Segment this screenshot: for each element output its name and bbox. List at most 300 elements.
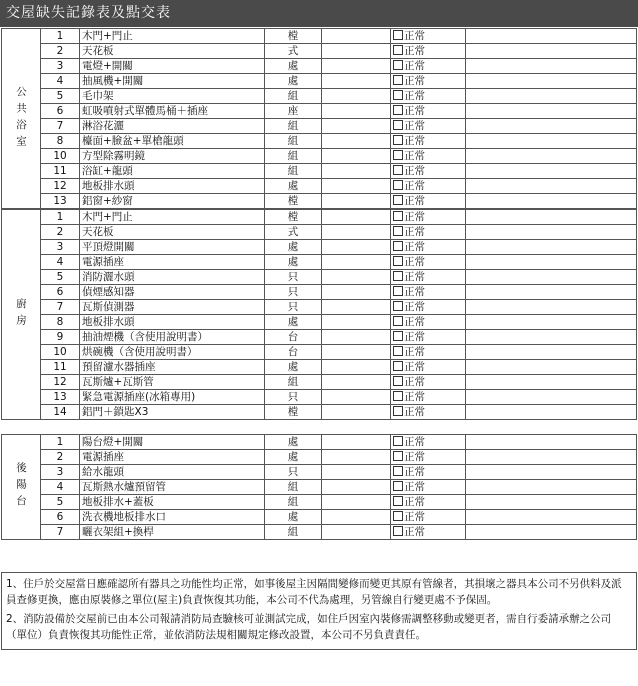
remarks-cell: [466, 405, 637, 420]
table-row: [2, 255, 637, 270]
item-unit: 組: [265, 149, 322, 164]
quantity-cell: [322, 164, 391, 179]
normal-label: 正常: [404, 316, 425, 328]
normal-checkbox[interactable]: [393, 271, 403, 281]
table-row: [2, 450, 637, 465]
status-cell: [391, 495, 466, 510]
status-cell: [391, 74, 466, 89]
status-cell: [391, 255, 466, 270]
normal-checkbox[interactable]: [393, 135, 403, 145]
item-number: 2: [41, 225, 80, 240]
item-unit: 式: [265, 225, 322, 240]
remarks-cell: [466, 510, 637, 525]
quantity-cell: [322, 119, 391, 134]
quantity-cell: [322, 360, 391, 375]
normal-label: 正常: [404, 105, 425, 117]
item-unit: 只: [265, 465, 322, 480]
item-number: 7: [41, 525, 80, 540]
item-number: 7: [41, 119, 80, 134]
normal-label: 正常: [404, 195, 425, 207]
item-name: 鋁門＋鎖匙X3: [80, 405, 265, 420]
item-name: 瓦斯熱水爐預留管: [80, 480, 265, 495]
area-label: 後陽台: [2, 435, 41, 540]
item-unit: 樘: [265, 210, 322, 225]
normal-label: 正常: [404, 331, 425, 343]
remarks-cell: [466, 194, 637, 209]
quantity-cell: [322, 134, 391, 149]
status-cell: [391, 119, 466, 134]
status-cell: [391, 44, 466, 59]
table-row: [2, 164, 637, 179]
remarks-cell: [466, 74, 637, 89]
normal-label: 正常: [404, 346, 425, 358]
item-unit: 式: [265, 44, 322, 59]
quantity-cell: [322, 89, 391, 104]
normal-checkbox[interactable]: [393, 481, 403, 491]
item-name: 平頂燈開關: [80, 240, 265, 255]
remarks-cell: [466, 285, 637, 300]
note-2: 2、消防設備於交屋前已由本公司報請消防局查驗核可並測試完成，如住戶因室內裝修需調整移動或變更者，需自行委請承辦之公司（單位）負責恢復其功能性正常，並依消防法規相關規定修改設置，本公司不另負責責任。: [6, 613, 612, 641]
item-unit: 處: [265, 255, 322, 270]
item-name: 地板排水+蓋板: [80, 495, 265, 510]
item-unit: 處: [265, 360, 322, 375]
normal-checkbox[interactable]: [393, 165, 403, 175]
normal-checkbox[interactable]: [393, 361, 403, 371]
table-row: [2, 59, 637, 74]
remarks-cell: [466, 495, 637, 510]
item-unit: 處: [265, 435, 322, 450]
quantity-cell: [322, 285, 391, 300]
status-cell: [391, 330, 466, 345]
item-number: 6: [41, 510, 80, 525]
status-cell: [391, 179, 466, 194]
item-unit: 組: [265, 480, 322, 495]
remarks-cell: [466, 240, 637, 255]
item-name: 偵煙感知器: [80, 285, 265, 300]
normal-checkbox[interactable]: [393, 195, 403, 205]
table-row: [2, 270, 637, 285]
item-number: 7: [41, 300, 80, 315]
table-row: [2, 225, 637, 240]
normal-checkbox[interactable]: [393, 105, 403, 115]
item-number: 9: [41, 330, 80, 345]
item-number: 4: [41, 480, 80, 495]
item-number: 5: [41, 89, 80, 104]
item-number: 8: [41, 134, 80, 149]
status-cell: [391, 510, 466, 525]
remarks-cell: [466, 255, 637, 270]
normal-label: 正常: [404, 511, 425, 523]
checklist-sheet: [0, 28, 638, 540]
item-number: 13: [41, 390, 80, 405]
remarks-cell: [466, 450, 637, 465]
item-name: 曬衣架組+換桿: [80, 525, 265, 540]
table-row: [2, 44, 637, 59]
remarks-cell: [466, 44, 637, 59]
normal-label: 正常: [404, 391, 425, 403]
normal-checkbox[interactable]: [393, 391, 403, 401]
normal-checkbox[interactable]: [393, 526, 403, 536]
status-cell: [391, 270, 466, 285]
table-row: [2, 29, 637, 44]
item-unit: 處: [265, 74, 322, 89]
item-name: 地板排水頭: [80, 315, 265, 330]
normal-checkbox[interactable]: [393, 466, 403, 476]
item-number: 5: [41, 270, 80, 285]
item-number: 2: [41, 44, 80, 59]
item-number: 3: [41, 465, 80, 480]
remarks-cell: [466, 119, 637, 134]
item-name: 木門+門止: [80, 210, 265, 225]
status-cell: [391, 360, 466, 375]
item-name: 電燈+開關: [80, 59, 265, 74]
table-row: [2, 315, 637, 330]
item-unit: 組: [265, 525, 322, 540]
remarks-cell: [466, 89, 637, 104]
normal-checkbox[interactable]: [393, 346, 403, 356]
quantity-cell: [322, 480, 391, 495]
normal-checkbox[interactable]: [393, 45, 403, 55]
item-unit: 樘: [265, 29, 322, 44]
remarks-cell: [466, 59, 637, 74]
table-row: [2, 104, 637, 119]
item-number: 12: [41, 179, 80, 194]
normal-checkbox[interactable]: [393, 451, 403, 461]
table-row: [2, 495, 637, 510]
remarks-cell: [466, 465, 637, 480]
table-row: [2, 89, 637, 104]
status-cell: [391, 59, 466, 74]
normal-label: 正常: [404, 30, 425, 42]
quantity-cell: [322, 315, 391, 330]
item-name: 方型除霧明鏡: [80, 149, 265, 164]
item-number: 6: [41, 104, 80, 119]
normal-label: 正常: [404, 226, 425, 238]
notes-box: [1, 572, 637, 650]
item-unit: 台: [265, 345, 322, 360]
item-unit: 樘: [265, 194, 322, 209]
table-row: [2, 345, 637, 360]
normal-label: 正常: [404, 466, 425, 478]
quantity-cell: [322, 179, 391, 194]
quantity-cell: [322, 240, 391, 255]
normal-label: 正常: [404, 406, 425, 418]
item-number: 1: [41, 435, 80, 450]
item-name: 抽風機+開關: [80, 74, 265, 89]
normal-checkbox[interactable]: [393, 180, 403, 190]
item-unit: 座: [265, 104, 322, 119]
normal-label: 正常: [404, 286, 425, 298]
item-name: 天花板: [80, 44, 265, 59]
item-name: 消防灑水頭: [80, 270, 265, 285]
remarks-cell: [466, 134, 637, 149]
item-name: 給水龍頭: [80, 465, 265, 480]
quantity-cell: [322, 330, 391, 345]
remarks-cell: [466, 29, 637, 44]
status-cell: [391, 315, 466, 330]
item-name: 陽台燈+開關: [80, 435, 265, 450]
item-name: 電源插座: [80, 450, 265, 465]
status-cell: [391, 164, 466, 179]
normal-checkbox[interactable]: [393, 376, 403, 386]
table-row: [2, 375, 637, 390]
normal-label: 正常: [404, 45, 425, 57]
remarks-cell: [466, 300, 637, 315]
remarks-cell: [466, 360, 637, 375]
item-unit: 處: [265, 59, 322, 74]
normal-label: 正常: [404, 496, 425, 508]
quantity-cell: [322, 465, 391, 480]
item-unit: 組: [265, 164, 322, 179]
quantity-cell: [322, 450, 391, 465]
area-label: 廚房: [2, 210, 41, 420]
item-name: 毛巾架: [80, 89, 265, 104]
quantity-cell: [322, 59, 391, 74]
normal-checkbox[interactable]: [393, 211, 403, 221]
remarks-cell: [466, 345, 637, 360]
normal-checkbox[interactable]: [393, 60, 403, 70]
quantity-cell: [322, 525, 391, 540]
item-number: 8: [41, 315, 80, 330]
item-unit: 只: [265, 390, 322, 405]
normal-checkbox[interactable]: [393, 256, 403, 266]
item-name: 木門+門止: [80, 29, 265, 44]
item-unit: 只: [265, 285, 322, 300]
status-cell: [391, 390, 466, 405]
normal-checkbox[interactable]: [393, 226, 403, 236]
status-cell: [391, 194, 466, 209]
table-row: [2, 194, 637, 209]
item-unit: 組: [265, 495, 322, 510]
table-row: [2, 285, 637, 300]
table-row: [2, 510, 637, 525]
normal-label: 正常: [404, 135, 425, 147]
table-row: [2, 330, 637, 345]
normal-label: 正常: [404, 165, 425, 177]
table-row: [2, 480, 637, 495]
remarks-cell: [466, 480, 637, 495]
normal-checkbox[interactable]: [393, 90, 403, 100]
item-number: 4: [41, 74, 80, 89]
status-cell: [391, 104, 466, 119]
quantity-cell: [322, 210, 391, 225]
table-row: [2, 210, 637, 225]
remarks-cell: [466, 525, 637, 540]
item-number: 3: [41, 59, 80, 74]
section-gap: [0, 420, 638, 434]
item-name: 檯面+臉盆+單槍龍頭: [80, 134, 265, 149]
quantity-cell: [322, 510, 391, 525]
table-row: [2, 240, 637, 255]
normal-label: 正常: [404, 271, 425, 283]
normal-label: 正常: [404, 60, 425, 72]
normal-label: 正常: [404, 481, 425, 493]
item-name: 洗衣機地板排水口: [80, 510, 265, 525]
item-name: 地板排水頭: [80, 179, 265, 194]
item-unit: 處: [265, 450, 322, 465]
quantity-cell: [322, 390, 391, 405]
item-unit: 組: [265, 134, 322, 149]
remarks-cell: [466, 210, 637, 225]
item-name: 烘碗機（含使用說明書）: [80, 345, 265, 360]
table-row: [2, 134, 637, 149]
item-name: 電源插座: [80, 255, 265, 270]
normal-label: 正常: [404, 301, 425, 313]
normal-checkbox[interactable]: [393, 150, 403, 160]
normal-checkbox[interactable]: [393, 241, 403, 251]
normal-label: 正常: [404, 75, 425, 87]
table-row: [2, 525, 637, 540]
quantity-cell: [322, 104, 391, 119]
normal-label: 正常: [404, 241, 425, 253]
status-cell: [391, 435, 466, 450]
item-name: 虹吸噴射式單體馬桶＋插座: [80, 104, 265, 119]
table-row: [2, 390, 637, 405]
item-number: 12: [41, 375, 80, 390]
normal-checkbox[interactable]: [393, 301, 403, 311]
item-number: 1: [41, 29, 80, 44]
item-number: 6: [41, 285, 80, 300]
quantity-cell: [322, 255, 391, 270]
quantity-cell: [322, 270, 391, 285]
normal-label: 正常: [404, 90, 425, 102]
section-kitchen-table: [1, 209, 637, 420]
section-bathroom-table: [1, 28, 637, 209]
remarks-cell: [466, 225, 637, 240]
remarks-cell: [466, 179, 637, 194]
quantity-cell: [322, 405, 391, 420]
item-number: 10: [41, 149, 80, 164]
remarks-cell: [466, 330, 637, 345]
quantity-cell: [322, 435, 391, 450]
item-name: 抽油煙機（含使用說明書）: [80, 330, 265, 345]
remarks-cell: [466, 390, 637, 405]
item-number: 13: [41, 194, 80, 209]
status-cell: [391, 285, 466, 300]
quantity-cell: [322, 149, 391, 164]
table-row: [2, 74, 637, 89]
item-unit: 只: [265, 300, 322, 315]
item-number: 5: [41, 495, 80, 510]
table-row: [2, 300, 637, 315]
item-unit: 處: [265, 510, 322, 525]
normal-label: 正常: [404, 526, 425, 538]
status-cell: [391, 89, 466, 104]
item-number: 3: [41, 240, 80, 255]
status-cell: [391, 465, 466, 480]
normal-label: 正常: [404, 436, 425, 448]
area-label: 公共浴室: [2, 29, 41, 209]
normal-label: 正常: [404, 451, 425, 463]
item-name: 瓦斯偵測器: [80, 300, 265, 315]
table-row: [2, 465, 637, 480]
status-cell: [391, 345, 466, 360]
item-unit: 處: [265, 179, 322, 194]
quantity-cell: [322, 29, 391, 44]
normal-checkbox[interactable]: [393, 331, 403, 341]
item-name: 緊急電源插座(冰箱專用): [80, 390, 265, 405]
remarks-cell: [466, 315, 637, 330]
normal-checkbox[interactable]: [393, 436, 403, 446]
item-number: 2: [41, 450, 80, 465]
normal-label: 正常: [404, 150, 425, 162]
quantity-cell: [322, 375, 391, 390]
quantity-cell: [322, 225, 391, 240]
table-row: [2, 149, 637, 164]
item-number: 11: [41, 360, 80, 375]
table-row: [2, 435, 637, 450]
item-name: 預留濾水器插座: [80, 360, 265, 375]
item-unit: 處: [265, 240, 322, 255]
normal-checkbox[interactable]: [393, 496, 403, 506]
quantity-cell: [322, 495, 391, 510]
normal-checkbox[interactable]: [393, 286, 403, 296]
normal-checkbox[interactable]: [393, 406, 403, 416]
normal-checkbox[interactable]: [393, 511, 403, 521]
status-cell: [391, 300, 466, 315]
normal-label: 正常: [404, 361, 425, 373]
normal-checkbox[interactable]: [393, 120, 403, 130]
table-row: [2, 405, 637, 420]
item-number: 14: [41, 405, 80, 420]
item-name: 天花板: [80, 225, 265, 240]
item-name: 鋁窗+紗窗: [80, 194, 265, 209]
remarks-cell: [466, 104, 637, 119]
item-number: 11: [41, 164, 80, 179]
status-cell: [391, 525, 466, 540]
normal-label: 正常: [404, 256, 425, 268]
status-cell: [391, 405, 466, 420]
table-row: [2, 179, 637, 194]
item-number: 1: [41, 210, 80, 225]
remarks-cell: [466, 270, 637, 285]
remarks-cell: [466, 375, 637, 390]
normal-checkbox[interactable]: [393, 75, 403, 85]
table-row: [2, 360, 637, 375]
page-title: 交屋缺失記錄表及點交表: [0, 0, 638, 27]
item-unit: 樘: [265, 405, 322, 420]
normal-label: 正常: [404, 180, 425, 192]
table-row: [2, 119, 637, 134]
normal-label: 正常: [404, 376, 425, 388]
item-unit: 台: [265, 330, 322, 345]
item-unit: 組: [265, 89, 322, 104]
item-number: 4: [41, 255, 80, 270]
status-cell: [391, 134, 466, 149]
item-unit: 組: [265, 119, 322, 134]
status-cell: [391, 210, 466, 225]
normal-checkbox[interactable]: [393, 316, 403, 326]
status-cell: [391, 225, 466, 240]
note-1: 1、住戶於交屋當日應確認所有器具之功能性均正常，如事後屋主因隔間變修而變更其原有管線者，其損壞之器具本公司不另供料及派員查修更換，應由原裝修之單位(屋主)負責恢復其功能，本公司不代為處理，另管線自行變更處不予保固。: [6, 578, 622, 606]
quantity-cell: [322, 194, 391, 209]
item-unit: 組: [265, 375, 322, 390]
item-number: 10: [41, 345, 80, 360]
normal-label: 正常: [404, 211, 425, 223]
quantity-cell: [322, 300, 391, 315]
status-cell: [391, 149, 466, 164]
quantity-cell: [322, 44, 391, 59]
item-unit: 只: [265, 270, 322, 285]
remarks-cell: [466, 435, 637, 450]
quantity-cell: [322, 345, 391, 360]
item-name: 淋浴花灑: [80, 119, 265, 134]
normal-label: 正常: [404, 120, 425, 132]
normal-checkbox[interactable]: [393, 30, 403, 40]
status-cell: [391, 450, 466, 465]
status-cell: [391, 240, 466, 255]
status-cell: [391, 480, 466, 495]
